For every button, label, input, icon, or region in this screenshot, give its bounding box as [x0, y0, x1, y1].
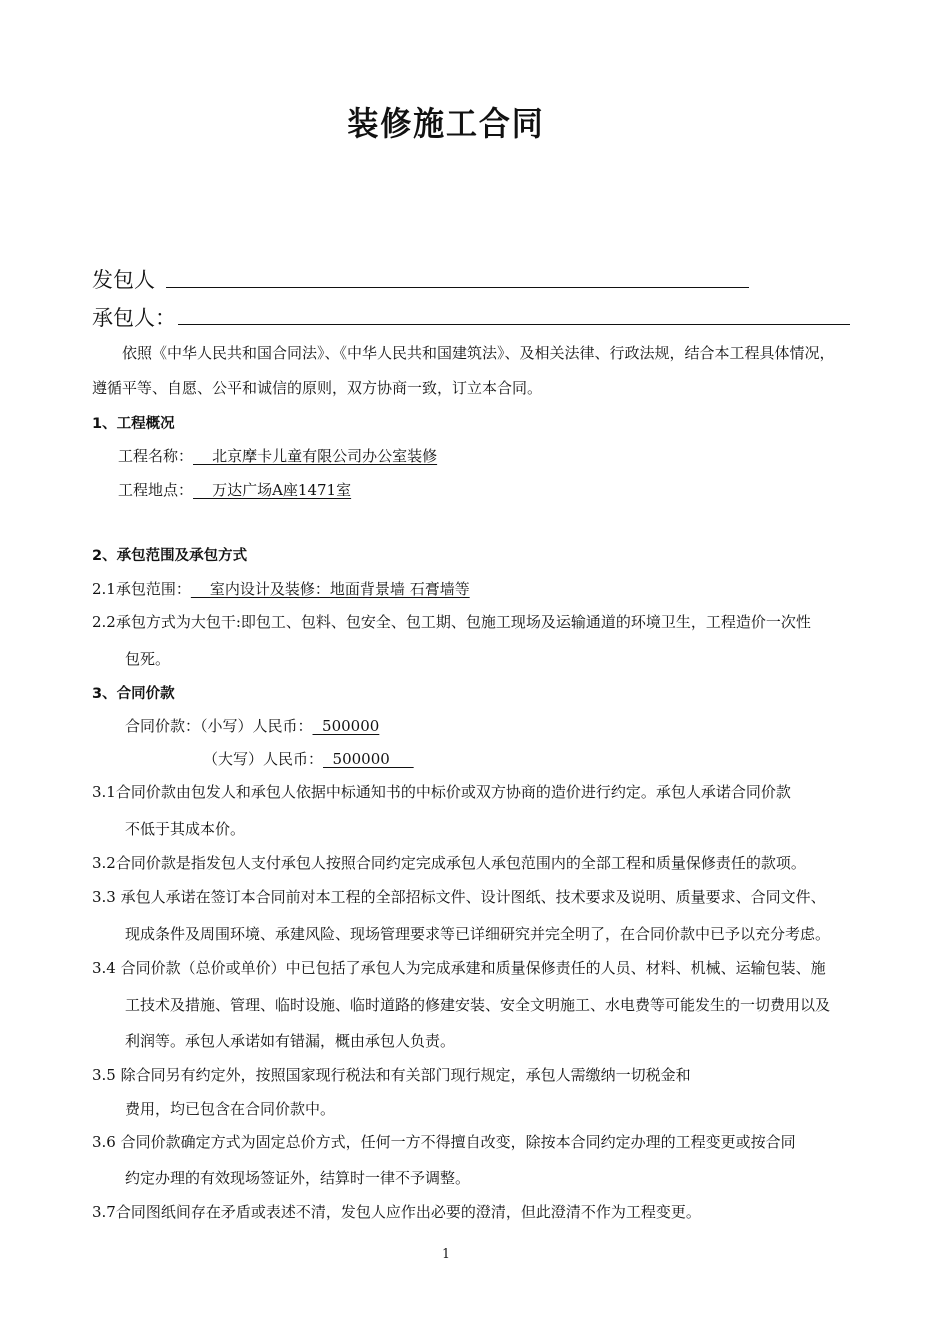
price-small-label: 合同价款：（小写）人民币： [125, 717, 313, 735]
clause-3-3-line-2: 现成条件及周围环境、承建风险、现场管理要求等已详细研究并完全明了，在合同价款中已予以充分考虑。 [125, 925, 831, 943]
section-1-heading: 1、工程概况 [92, 416, 175, 432]
clause-3-4-line-2: 工技术及措施、管理、临时设施、临时道路的修建安装、安全文明施工、水电费等可能发生的一切费用以及 [125, 996, 831, 1014]
employer-blank-line[interactable] [166, 287, 749, 288]
clause-3-1-line-1: 3.1合同价款由包发人和承包人依据中标通知书的中标价或双方协商的造价进行约定。承包人承诺合同价款 [92, 783, 791, 801]
price-big-label: （大写）人民币： [203, 750, 324, 768]
project-name-value: 北京摩卡儿童有限公司办公室装修 [193, 447, 438, 465]
project-site-row [118, 479, 351, 500]
contract-mode-line-1: 2.2承包方式为大包干:即包工、包料、包安全、包工期、包施工现场及运输通道的环境卫生，工程造价一次性 [92, 613, 811, 631]
project-site-label: 工程地点： [118, 481, 194, 499]
project-name-row [118, 445, 437, 466]
contractor-label: 承包人： [92, 306, 176, 330]
contractor-blank-line[interactable] [178, 324, 850, 325]
section-3-heading: 3、合同价款 [92, 686, 175, 702]
clause-3-1-line-2: 不低于其成本价。 [125, 820, 246, 838]
clause-3-7-line-1: 3.7合同图纸间存在矛盾或表述不清，发包人应作出必要的澄清，但此澄清不作为工程变更。 [92, 1203, 701, 1221]
clause-3-2-line-1: 3.2合同价款是指发包人支付承包人按照合同约定完成承包人承包范围内的全部工程和质量保修责任的款项。 [92, 854, 806, 872]
clause-3-5-line-2: 费用，均已包含在合同价款中。 [125, 1100, 336, 1118]
document-title: 装修施工合同 [347, 104, 545, 143]
contract-mode-line-2: 包死。 [125, 650, 171, 668]
price-small-row [125, 715, 379, 736]
clause-3-5-line-1: 3.5 除合同另有约定外，按照国家现行税法和有关部门现行规定，承包人需缴纳一切税金和 [92, 1066, 691, 1084]
intro-line-2: 遵循平等、自愿、公平和诚信的原则，双方协商一致，订立本合同。 [92, 379, 543, 397]
clause-3-6-line-2: 约定办理的有效现场签证外，结算时一律不予调整。 [125, 1169, 471, 1187]
price-small-value: 500000 [312, 717, 380, 735]
project-site-value: 万达广场A座1471室 [193, 481, 352, 499]
section-2-heading: 2、承包范围及承包方式 [92, 548, 248, 564]
price-big-row [203, 748, 414, 769]
clause-3-4-line-1: 3.4 合同价款（总价或单价）中已包括了承包人为完成承建和质量保修责任的人员、材料、机械、运输包装、施 [92, 959, 826, 977]
page-number: 1 [442, 1247, 450, 1262]
project-name-label: 工程名称： [118, 447, 194, 465]
clause-3-6-line-1: 3.6 合同价款确定方式为固定总价方式，任何一方不得擅自改变，除按本合同约定办理的工程变更或按合同 [92, 1133, 796, 1151]
price-big-value: 500000 [323, 750, 414, 768]
clause-3-3-line-1: 3.3 承包人承诺在签订本合同前对本工程的全部招标文件、设计图纸、技术要求及说明、质量要求、合同文件、 [92, 888, 826, 906]
scope-row [92, 578, 470, 599]
scope-value: 室内设计及装修：地面背景墙 石膏墙等 [190, 580, 470, 598]
employer-label: 发包人 [92, 268, 155, 292]
scope-label: 2.1承包范围： [92, 580, 191, 598]
clause-3-4-line-3: 利润等。承包人承诺如有错漏，概由承包人负责。 [125, 1032, 456, 1050]
intro-line-1: 依照《中华人民共和国合同法》、《中华人民共和国建筑法》、及相关法律、行政法规，结合本工程具体情况， [122, 344, 835, 362]
